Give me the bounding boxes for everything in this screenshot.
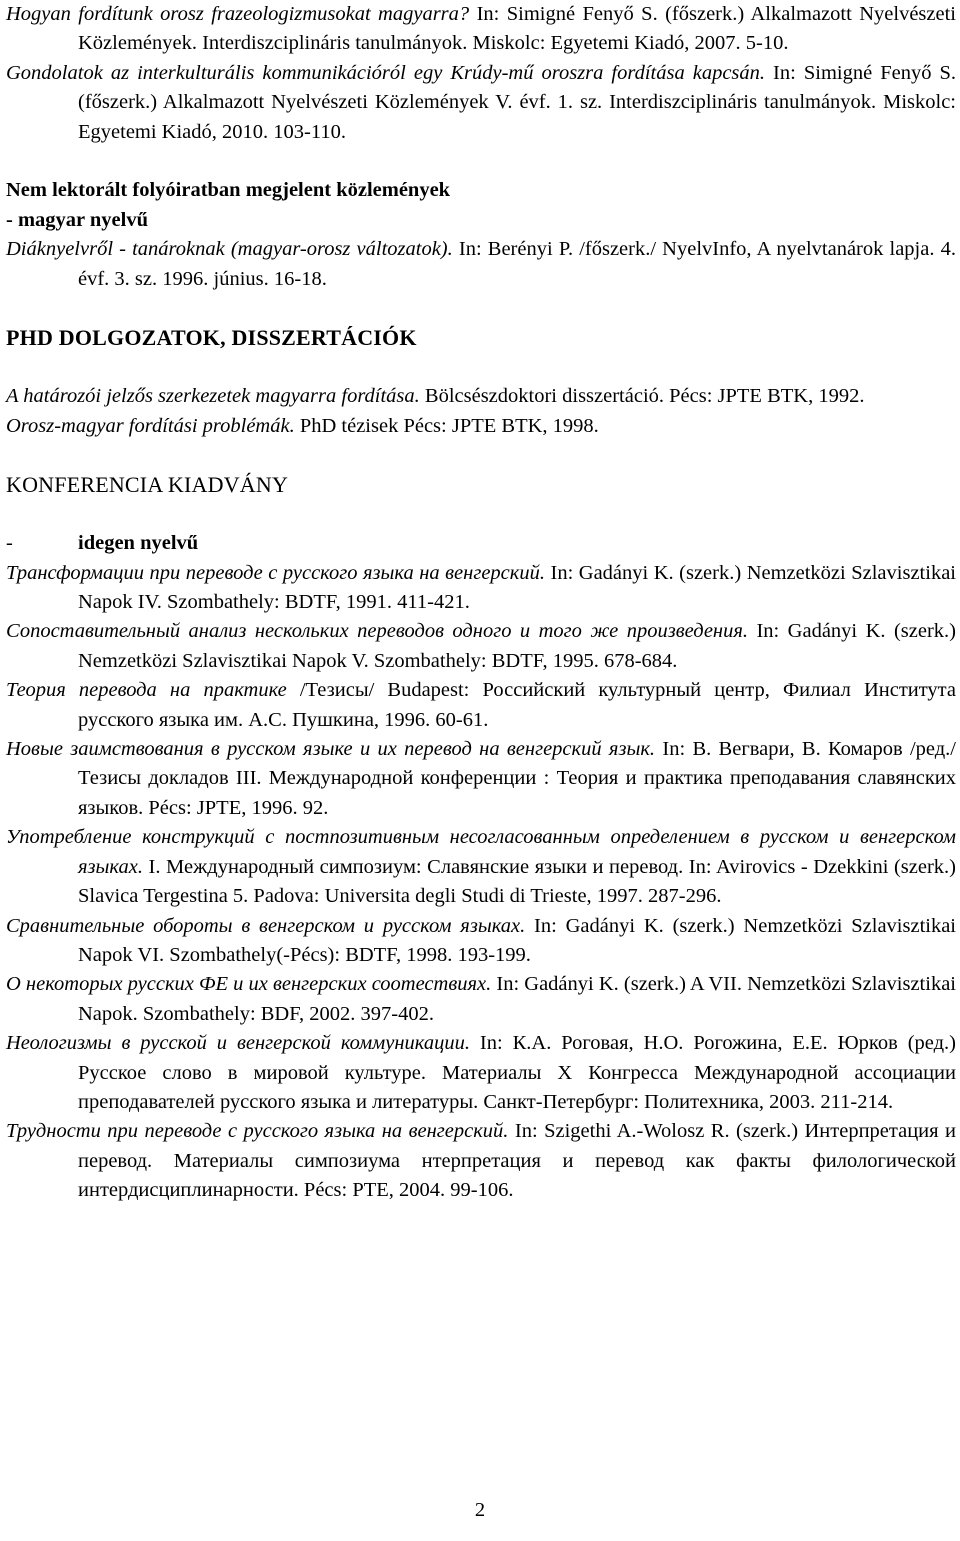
publication-entry: A határozói jelzős szerkezetek magyarra fordítása. Bölcsészdoktori disszertáció. Pécs: JPTE BTK, 1992. <box>6 385 865 408</box>
subheading-hungarian: - magyar nyelvű <box>6 208 148 231</box>
publication-entry: О некоторых русских ФЕ и их венгерских соотествиях. In: Gadányi K. (szerk.) A VII. Nemzetközi Szlavisztikai Napok. Szombathely: BDF, 2002. 397-402. <box>6 973 956 1025</box>
section-heading-conference: KONFERENCIA KIADVÁNY <box>6 472 289 498</box>
publication-entry: Сравнительные обороты в венгерском и русском языках. In: Gadányi K. (szerk.) Nemzetközi Szlavisztikai Napok VI. Szombathely(-Pécs): BDTF, 1998. 193-199. <box>6 914 956 966</box>
publication-entry: Gondolatok az interkulturális kommunikációról egy Krúdy-mű oroszra fordítása kapcsán. In: Simigné Fenyő S. (főszerk.) Alkalmazott Nyelvészeti Közlemények V. évf. 1. sz. Interdiszciplináris tanulmányok. Miskolc: Egyetemi Kiadó, 2010. 103-110. <box>6 61 956 143</box>
publication-entry: Сопоставительный анализ нескольких переводов одного и того же произведения. In: Gadányi K. (szerk.) Nemzetközi Szlavisztikai Napok V. Szombathely: BDTF, 1995. 678-684. <box>6 620 956 672</box>
section-heading-phd: PHD DOLGOZATOK, DISSZERTÁCIÓK <box>6 325 417 351</box>
publication-entry: Теория перевода на практике /Тезисы/ Budapest: Российский культурный центр, Филиал Института русского языка им. А.С. Пушкина, 1996. 60-61. <box>6 679 956 731</box>
publication-entry: Трудности при переводе с русского языка на венгерский. In: Szigethi A.-Wolosz R. (szerk.) Интерпретация и перевод. Материалы симпозиума нтерпретация и перевод как факты филологической интердисциплинарности. Pécs: PTE, 2004. 99-106. <box>6 1120 956 1202</box>
subheading-foreign: - idegen nyelvű <box>6 532 199 555</box>
publication-entry: Трансформации при переводе с русского языка на венгерский. In: Gadányi K. (szerk.) Nemzetközi Szlavisztikai Napok IV. Szombathely: BDTF, 1991. 411-421. <box>6 561 956 614</box>
publication-entry: Употребление конструкций с постпозитивным несогласованным определением в русском и венгерском языках. I. Международный симпозиум: Славянские языки и перевод. In: Avirovics - Dzekkini (szerk.) Slavica Tergestina 5. Padova: Universita degli Studi di Trieste, 1997. 287-296. <box>6 826 956 908</box>
page-number: 2 <box>474 1499 486 1521</box>
publication-entry: Hogyan fordítunk orosz frazeologizmusokat magyarra? In: Simigné Fenyő S. (főszerk.) Alkalmazott Nyelvészeti Közlemények. Interdiszciplináris tanulmányok. Miskolc: Egyetemi Kiadó, 2007. 5-10. <box>6 3 956 55</box>
publication-entry: Diáknyelvről - tanároknak (magyar-orosz változatok). In: Berényi P. /főszerk./ NyelvInfo, A nyelvtanárok lapja. 4. évf. 3. sz. 1996. június. 16-18. <box>6 238 956 290</box>
publication-entry: Новые заимствования в русском языке и их перевод на венгерский язык. In: В. Вегвари, В. Комаров /ред./ Тезисы докладов III. Международной конференции : Теория и практика преподавания славянских языков. Pécs: JPTE, 1996. 92. <box>6 738 956 819</box>
publication-entry: Неологизмы в русской и венгерской коммуникации. In: К.А. Роговая, Н.О. Рогожина, Е.Е. Юрков (ред.) Русское слово в мировой культуре. Материалы X Конгресса Международной ассоциации преподавателей русского языка и литературы. Санкт-Петербург: Политехника, 2003. 211-214. <box>6 1032 956 1113</box>
section-heading-nonreviewed: Nem lektorált folyóiratban megjelent közlemények <box>6 179 451 202</box>
document-page <box>6 0 956 1206</box>
publication-entry: Orosz-magyar fordítási problémák. PhD tézisek Pécs: JPTE BTK, 1998. <box>6 414 599 437</box>
